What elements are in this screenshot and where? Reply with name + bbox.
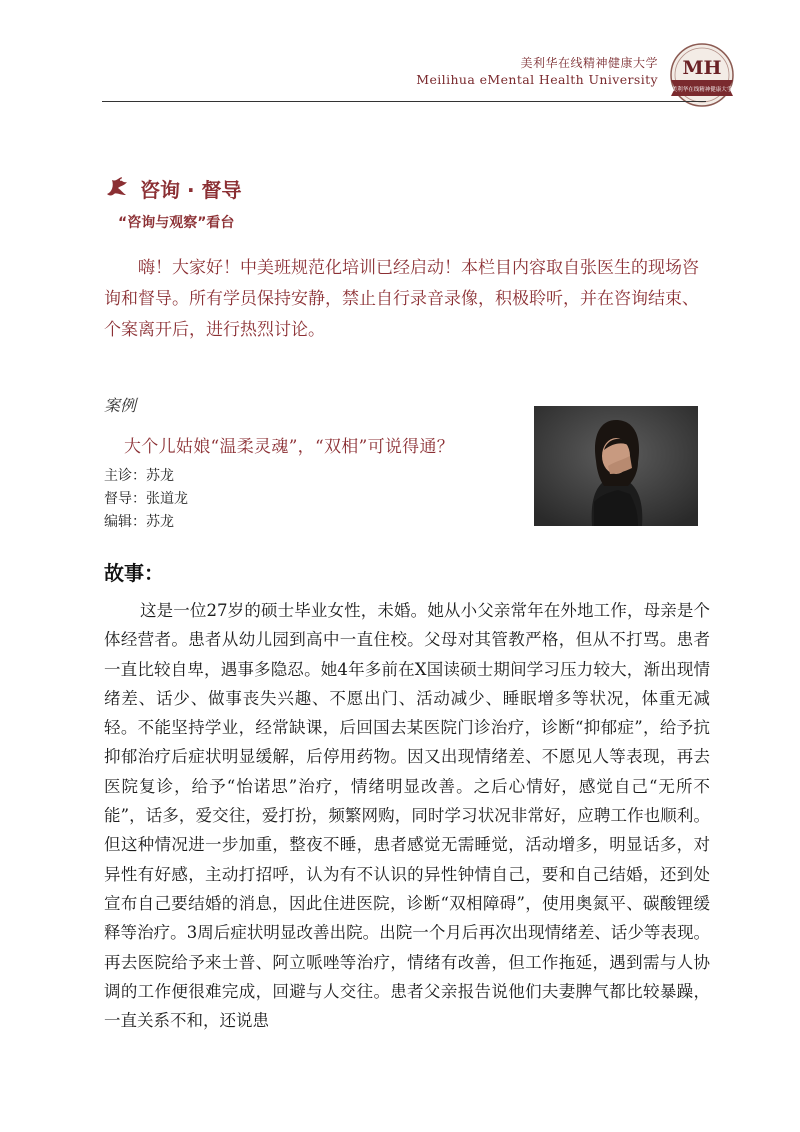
credit-supervisor: 督导：张道龙 bbox=[104, 491, 188, 507]
distressed-woman-photo bbox=[534, 406, 698, 526]
case-title: 大个儿姑娘“温柔灵魂”，“双相”可说得通？ bbox=[124, 437, 455, 457]
university-name-en: Meilihua eMental Health University bbox=[416, 72, 658, 87]
header-divider bbox=[102, 101, 706, 102]
section-subtitle: “咨询与观察”看台 bbox=[118, 215, 235, 231]
story-body: 这是一位27岁的硕士毕业女性，未婚。她从小父亲常年在外地工作，母亲是个体经营者。患者从幼儿园到高中一直住校。父母对其管教严格，但从不打骂。患者一直比较自卑，遇事多隐忍。她4年多前在X国读硕士期间学习压力较大，渐出现情绪差、话少、做事丧失兴趣、不愿出门、活动减少、睡眠增多等状况，体重无减轻。不能坚持学业，经常缺课，后回国去某医院门诊治疗，诊断“抑郁症”，给予抗抑郁治疗后症状明显缓解，后停用药物。因又出现情绪差、不愿见人等表现，再去医院复诊，给予“怡诺思”治疗，情绪明显改善。之后心情好，感觉自己“无所不能”，话多，爱交往，爱打扮，频繁网购，同时学习状况非常好，应聘工作也顺利。但这种情况进一步加重，整夜不睡，患者感觉无需睡觉，活动增多，明显话多，对异性有好感，主动打招呼，认为有不认识的异性钟情自己，要和自己结婚，还到处宣布自己要结婚的消息，因此住进医院，诊断“双相障碍”，使用奥氮平、碳酸锂缓释等治疗。3周后症状明显改善出院。出院一个月后再次出现情绪差、话少等表现。再去医院给予来士普、阿立哌唑等治疗，情绪有改善，但工作拖延，遇到需与人协调的工作便很难完成，回避与人交往。患者父亲报告说他们夫妻脾气都比较暴躁，一直关系不和，还说患 bbox=[104, 601, 710, 1031]
credit-editor: 编辑：苏龙 bbox=[104, 514, 174, 530]
case-label: 案例 bbox=[104, 396, 137, 415]
credit-attending: 主诊：苏龙 bbox=[104, 468, 174, 484]
university-name-cn: 美利华在线精神健康大学 bbox=[520, 56, 658, 70]
logo-caption: 美利华在线精神健康大学 bbox=[671, 87, 733, 93]
section-intro: 嗨！大家好！中美班规范化培训已经启动！本栏目内容取自张医生的现场咨询和督导。所有学员保持安静，禁止自行录音录像，积极聆听，并在咨询结束、个案离开后，进行热烈讨论。 bbox=[104, 258, 699, 340]
bird-emblem-icon bbox=[104, 174, 130, 198]
story-heading: 故事： bbox=[104, 561, 164, 585]
logo-text: MH bbox=[682, 57, 722, 79]
university-logo-icon bbox=[669, 42, 735, 108]
section-title: 咨询 · 督导 bbox=[140, 178, 242, 202]
